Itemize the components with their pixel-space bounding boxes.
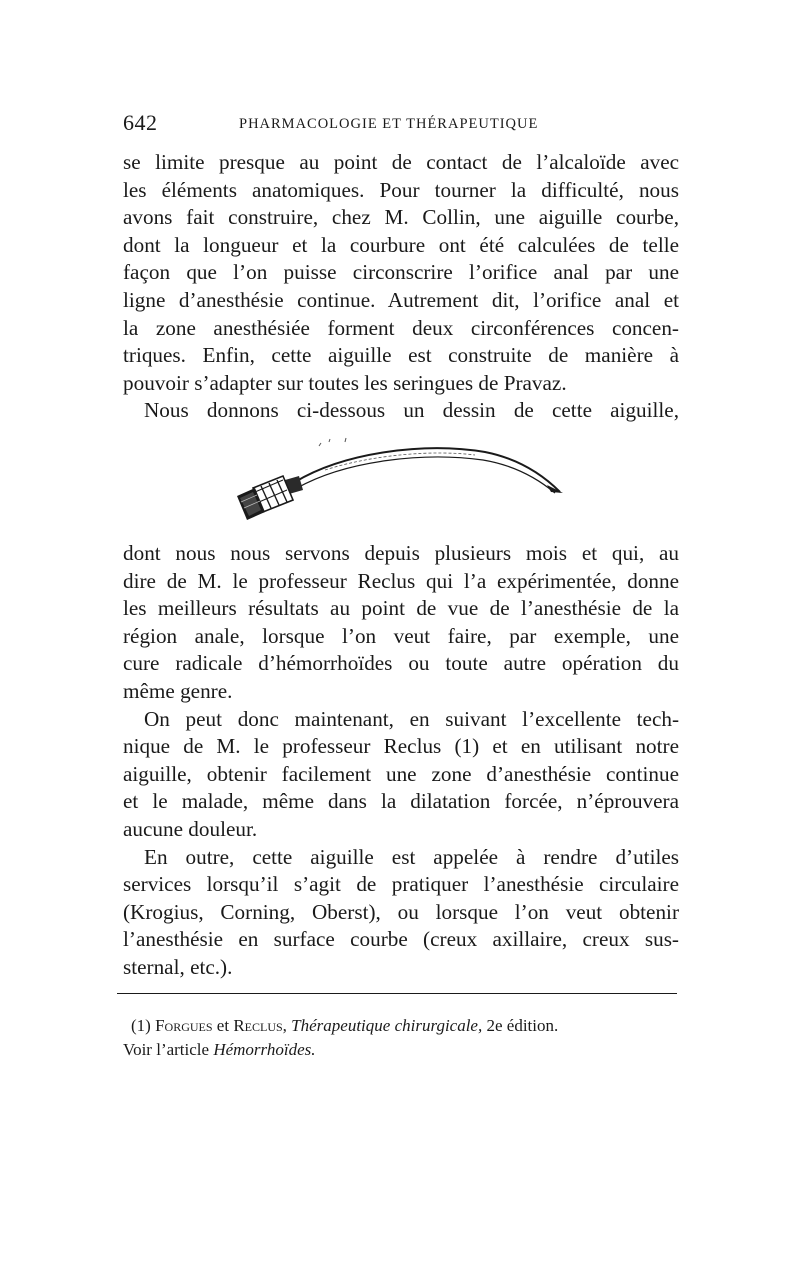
footnote-line <box>123 1014 678 1038</box>
text-line: pouvoir s’adapter sur toutes les seringues de Pravaz. <box>123 370 567 395</box>
footnote-line <box>123 1038 678 1062</box>
text-line: aiguille, obtenir facilement une zone d’anesthésie continue <box>123 761 679 786</box>
text-line: l’anesthésie en surface courbe (creux axillaire, creux sus- <box>123 927 679 952</box>
text-line: ligne d’anesthésie continue. Autrement dit, l’orifice anal et <box>123 287 679 312</box>
page-header <box>123 110 680 140</box>
footnote-author: Reclus, <box>233 1016 287 1035</box>
text-line: cure radicale d’hémorrhoïdes ou toute autre opération du <box>123 651 679 676</box>
text-line: sternal, etc.). <box>123 954 233 979</box>
text-line: dont la longueur et la courbure ont été calculées de telle <box>123 232 679 257</box>
text-line: On peut donc maintenant, en suivant l’excellente tech- <box>144 706 679 731</box>
text-line: En outre, cette aiguille est appelée à rendre d’utiles <box>144 844 679 869</box>
text-line: aucune douleur. <box>123 816 258 841</box>
footnote-title: Thérapeutique chirurgicale, <box>291 1016 483 1035</box>
footnote-edition: 2e édition. <box>486 1016 559 1035</box>
needle-figure <box>225 430 570 530</box>
footnote-author: Forgues <box>155 1016 213 1035</box>
text-line: Nous donnons ci-dessous un dessin de cette aiguille, <box>144 398 679 423</box>
footnote-conj: et <box>216 1016 230 1035</box>
text-line: dire de M. le professeur Reclus qui l’a expérimentée, donne <box>123 568 679 593</box>
page-number: 642 <box>123 110 158 135</box>
footnote-ref-title: Hémorrhoïdes. <box>213 1040 316 1059</box>
footnote-marker: (1) <box>131 1016 151 1035</box>
text-line: se limite presque au point de contact de l’alcaloïde avec <box>123 150 679 174</box>
text-line: dont nous nous servons depuis plusieurs mois et qui, au <box>123 541 679 565</box>
running-head: PHARMACOLOGIE ET THÉRAPEUTIQUE <box>239 116 539 132</box>
text-line: services lorsqu’il s’agit de pratiquer l’anesthésie circulaire <box>123 872 679 897</box>
text-line: la zone anesthésiée forment deux circonférences concen- <box>123 315 679 340</box>
text-block-top <box>123 149 679 425</box>
text-line: triques. Enfin, cette aiguille est construite de manière à <box>123 343 679 368</box>
text-line: et le malade, même dans la dilatation forcée, n’éprouvera <box>123 789 679 814</box>
text-line: les éléments anatomiques. Pour tourner la difficulté, nous <box>123 177 679 202</box>
text-line: (Krogius, Corning, Oberst), ou lorsque l’on veut obtenir <box>123 899 679 924</box>
text-line: nique de M. le professeur Reclus (1) et en utilisant notre <box>123 734 679 759</box>
text-line: région anale, lorsque l’on veut faire, par exemple, une <box>123 623 679 648</box>
footnote-ref-prefix: Voir l’article <box>123 1040 210 1059</box>
text-line: avons fait construire, chez M. Collin, une aiguille courbe, <box>123 205 679 230</box>
text-line: même genre. <box>123 678 233 703</box>
curved-needle-icon <box>225 430 570 530</box>
footnote-divider <box>117 993 677 994</box>
text-line: les meilleurs résultats au point de vue de l’anesthésie de la <box>123 596 679 621</box>
text-line: façon que l’on puisse circonscrire l’orifice anal par une <box>123 260 679 285</box>
text-block-bottom <box>123 540 679 982</box>
footnote <box>123 1014 678 1062</box>
